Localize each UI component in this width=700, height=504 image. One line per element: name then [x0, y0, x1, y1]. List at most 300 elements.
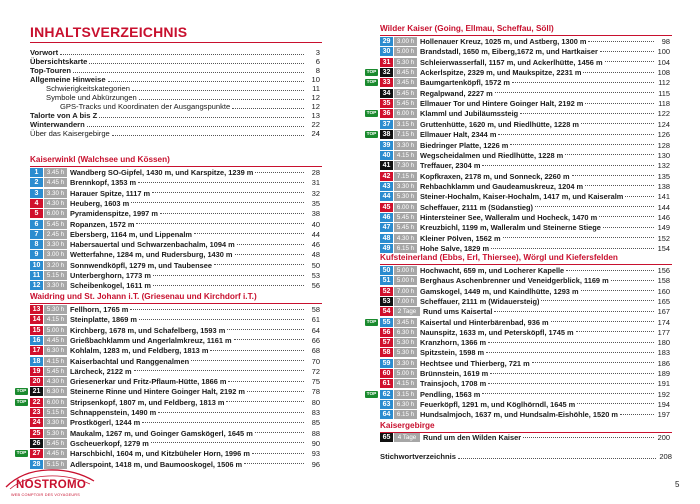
tour-row[interactable]	[380, 213, 670, 222]
tour-duration: 5.15 h	[44, 460, 67, 469]
tour-duration: 5.30 h	[394, 338, 417, 347]
tour-page: 98	[661, 37, 670, 46]
tour-duration: 6.30 h	[394, 328, 417, 337]
toc-entry[interactable]	[30, 111, 320, 120]
tour-row[interactable]	[30, 178, 320, 187]
tour-row[interactable]	[380, 244, 670, 253]
tour-duration: 5.00 h	[394, 369, 417, 378]
tour-row[interactable]	[380, 37, 670, 46]
tour-number: 14	[30, 315, 43, 324]
tour-row[interactable]	[380, 379, 670, 388]
toc-entry-page: 12	[311, 93, 320, 102]
section-heading-kaiserwinkl: Kaiserwinkl (Walchsee und Kössen)	[30, 155, 170, 164]
tour-number: 19	[30, 367, 43, 376]
index-entry-label: Stichwortverzeichnis	[380, 452, 456, 461]
top-tour-badge: TOP	[16, 399, 27, 405]
tour-name: Gscheuerkopf, 1279 m	[70, 438, 149, 448]
tour-duration: 5.45 h	[44, 439, 67, 448]
tour-duration: 3.30 h	[44, 281, 67, 290]
tour-duration: 5.45 h	[44, 367, 67, 376]
tour-row[interactable]	[380, 151, 670, 160]
tour-row[interactable]	[30, 209, 320, 218]
tour-page: 90	[311, 438, 320, 448]
tour-page: 183	[657, 348, 670, 358]
tour-duration: 7.00 h	[394, 287, 417, 296]
dot-leader	[532, 361, 654, 363]
tour-page: 132	[657, 161, 670, 171]
tour-row[interactable]	[30, 315, 320, 324]
dot-leader	[227, 328, 304, 330]
tour-page: 108	[657, 68, 670, 78]
tour-row[interactable]	[380, 276, 670, 285]
tour-page: 124	[657, 119, 670, 129]
tour-number: 58	[380, 348, 393, 357]
tour-row[interactable]	[380, 68, 670, 77]
tour-row[interactable]	[30, 189, 320, 198]
toc-entry[interactable]	[30, 120, 320, 129]
dot-leader	[139, 98, 304, 100]
tour-row[interactable]	[30, 429, 320, 438]
tour-duration: 5.00 h	[394, 266, 417, 275]
tour-page: 154	[657, 244, 670, 253]
tour-name: Scheffauer, 2111 m (Widauersteig)	[420, 296, 540, 306]
dot-leader	[581, 122, 654, 124]
tour-number: 11	[30, 271, 43, 280]
tour-name: Ellmauer Tor und Hintere Goinger Halt, 2192 m	[420, 99, 584, 109]
top-tour-badge: TOP	[16, 389, 27, 395]
toc-entry-label: Winterwandern	[30, 120, 85, 129]
tour-number: 42	[380, 172, 393, 181]
tour-page: 158	[657, 276, 670, 286]
tour-duration: 6.00 h	[394, 109, 417, 118]
tour-row[interactable]	[30, 281, 320, 290]
dot-leader	[541, 299, 654, 301]
tour-row[interactable]	[380, 338, 670, 347]
tour-duration: 4.30 h	[394, 234, 417, 243]
tour-number: 16	[30, 336, 43, 345]
tour-page: 180	[657, 338, 670, 348]
tour-number: 59	[380, 359, 393, 368]
tour-number: 55	[380, 318, 393, 327]
tour-duration: 7.15 h	[394, 172, 417, 181]
tour-number: 30	[380, 47, 393, 56]
tour-number: 34	[380, 89, 393, 98]
tour-name: Scheibenkogel, 1611 m	[70, 281, 151, 291]
tour-name: Schnappenstein, 1490 m	[70, 408, 157, 417]
dot-leader	[498, 133, 654, 135]
tour-duration: 3.45 h	[44, 168, 67, 177]
tour-duration: 3.30 h	[394, 359, 417, 368]
tour-name: Pyramidenspitze, 1997 m	[70, 209, 158, 219]
tour-page: 115	[658, 88, 670, 98]
tour-duration: 6.15 h	[394, 410, 417, 419]
dot-leader	[73, 71, 304, 73]
tour-duration: 3.30 h	[394, 141, 417, 150]
tour-page: 40	[311, 219, 320, 229]
tour-name: Kopfkraxen, 2178 m, und Sonneck, 2260 m	[420, 171, 570, 181]
tour-number: 7	[30, 230, 43, 239]
dot-leader	[255, 171, 304, 173]
tour-name: Ellmauer Halt, 2344 m	[420, 130, 497, 140]
tour-page: 167	[657, 307, 670, 317]
tour-number: 45	[380, 203, 393, 212]
tour-row[interactable]	[380, 99, 670, 108]
tour-row[interactable]	[380, 348, 670, 357]
tour-duration: 2.45 h	[44, 230, 67, 239]
tour-page: 56	[311, 281, 320, 291]
tour-name: Klamml und Jubiläumssteig	[420, 109, 519, 119]
tour-row[interactable]	[380, 400, 670, 409]
tour-name: Rehbachklamm und Gaudeamuskreuz, 1204 m	[420, 181, 584, 191]
tour-name: Kaisertal und Hinterbärenbad, 936 m	[420, 317, 549, 327]
tour-page: 141	[657, 192, 670, 202]
dot-leader	[491, 247, 654, 249]
tour-duration: 5.45 h	[394, 89, 417, 98]
dot-leader	[482, 164, 654, 166]
top-tour-badge: TOP	[366, 111, 377, 117]
tour-page: 174	[657, 317, 670, 327]
section-heading-kaisergebirge: Kaisergebirge	[380, 421, 435, 430]
tour-name: Rund um den Wilden Kaiser	[423, 433, 522, 442]
tour-row[interactable]	[30, 408, 320, 417]
tour-number: 47	[380, 223, 393, 232]
tour-row[interactable]	[380, 203, 670, 212]
tour-row[interactable]	[380, 307, 670, 316]
dot-leader	[585, 184, 654, 186]
tour-name: Steiner-Hochalm, Kaiser-Hochalm, 1417 m, und Kaiseralm	[420, 192, 624, 202]
dot-leader	[510, 143, 654, 145]
tour-row[interactable]	[380, 297, 670, 306]
tour-duration: 4.45 h	[44, 336, 67, 345]
tour-name: Schleierwasserfall, 1157 m, und Ackerlhütte, 1456 m	[420, 57, 603, 67]
tour-number: 3	[30, 189, 43, 198]
tour-number: 9	[30, 250, 43, 259]
tour-page: 191	[657, 379, 670, 389]
tour-page: 38	[311, 209, 320, 219]
dot-leader	[214, 263, 304, 265]
tour-name: Berghaus Aschenbrenner und Veneidgerblick, 1169 m	[420, 276, 609, 286]
tour-duration: 5.30 h	[394, 192, 417, 201]
tour-duration: 3.30 h	[44, 189, 67, 198]
section-heading-wilder-kaiser: Wilder Kaiser (Going, Ellmau, Scheffau, Söll)	[380, 24, 554, 33]
tour-name: Kleiner Pölven, 1562 m	[420, 233, 501, 243]
tour-row[interactable]	[30, 220, 320, 229]
tour-name: Habersauertal und Schwarzenbachalm, 1094 m	[70, 240, 235, 250]
tour-row[interactable]	[30, 377, 320, 386]
tour-name: Treffauer, 2304 m	[420, 161, 481, 171]
tour-row[interactable]	[380, 266, 670, 275]
tour-number: 18	[30, 357, 43, 366]
dot-leader	[160, 212, 304, 214]
tour-row[interactable]	[380, 328, 670, 337]
tour-number: 65	[380, 433, 393, 442]
tour-number: 39	[380, 141, 393, 150]
tour-page: 50	[311, 260, 320, 270]
tour-duration: 3.45 h	[394, 78, 417, 87]
page-number: 5	[675, 480, 680, 489]
tour-row[interactable]	[380, 234, 670, 243]
dot-leader	[151, 441, 304, 443]
tour-page: 200	[657, 433, 670, 442]
tour-row[interactable]	[380, 223, 670, 232]
toc-entry[interactable]	[30, 129, 320, 138]
tour-duration: 3.30 h	[44, 418, 67, 427]
tour-name: Gruttenhütte, 1620 m, und Riedlhütte, 1228 m	[420, 119, 579, 129]
tour-page: 156	[657, 266, 670, 275]
tour-duration: 4.15 h	[394, 379, 417, 388]
tour-duration: 6.30 h	[44, 346, 67, 355]
tour-page: 194	[657, 399, 670, 409]
toc-entry-label: Allgemeine Hinweise	[30, 75, 106, 84]
page-title: INHALTSVERZEICHNIS	[30, 24, 188, 40]
toc-entry[interactable]	[46, 84, 320, 93]
tour-number: 43	[380, 182, 393, 191]
tour-number: 27	[30, 449, 43, 458]
dot-leader	[142, 421, 304, 423]
tour-name: Hohe Salve, 1829 m	[420, 244, 490, 253]
tour-row[interactable]	[30, 346, 320, 355]
tour-row[interactable]	[380, 359, 670, 368]
tour-number: 26	[30, 439, 43, 448]
dot-leader	[576, 330, 654, 332]
tour-number: 44	[380, 192, 393, 201]
tour-row[interactable]	[30, 199, 320, 208]
tour-row[interactable]	[30, 168, 320, 177]
tour-name: Lärcheck, 2122 m	[70, 366, 132, 376]
tour-name: Rund ums Kaisertal	[423, 307, 493, 317]
tour-row[interactable]	[30, 305, 320, 314]
tour-row[interactable]	[380, 410, 670, 419]
dot-leader	[255, 431, 304, 433]
tour-row[interactable]	[380, 287, 670, 296]
tour-duration: 3.15 h	[394, 120, 417, 129]
tour-row[interactable]	[30, 367, 320, 376]
tour-row[interactable]	[380, 192, 670, 201]
dot-leader	[232, 107, 304, 109]
tour-row[interactable]	[380, 120, 670, 129]
dot-leader	[130, 308, 304, 310]
tour-name: Hintersteiner See, Walleralm und Hocheck, 1470 m	[420, 212, 598, 222]
tour-row[interactable]	[30, 387, 320, 396]
dot-leader	[565, 153, 654, 155]
tour-name: Gamskogel, 1449 m, und Kaindlhütte, 1293 m	[420, 286, 579, 296]
tour-row[interactable]	[380, 130, 670, 139]
tour-row[interactable]	[380, 89, 670, 98]
tour-number: 2	[30, 178, 43, 187]
tour-duration: 3.20 h	[44, 261, 67, 270]
tour-page: 61	[311, 315, 320, 325]
tour-number: 38	[380, 130, 393, 139]
dot-leader	[535, 205, 654, 207]
dot-leader	[605, 60, 654, 62]
dot-leader	[599, 215, 654, 217]
tour-duration: 4.15 h	[44, 315, 67, 324]
tour-page: 165	[657, 296, 670, 306]
tour-duration: 5.15 h	[44, 408, 67, 417]
tour-page: 53	[311, 271, 320, 280]
tour-row[interactable]	[380, 161, 670, 170]
tour-number: 10	[30, 261, 43, 270]
top-tour-badge: TOP	[366, 391, 377, 397]
toc-entry[interactable]	[60, 102, 320, 111]
toc-entry-label: Top-Touren	[30, 66, 72, 75]
dot-leader	[458, 457, 656, 459]
tour-row[interactable]	[380, 109, 670, 118]
tour-name: Steinplatte, 1869 m	[70, 315, 137, 325]
top-tour-badge: TOP	[366, 80, 377, 86]
logo-tagline: WEB COMPTOIR DES VOYAGEURS	[11, 493, 80, 497]
dot-leader	[99, 116, 304, 118]
dot-leader	[191, 359, 304, 361]
tour-duration: 5.30 h	[44, 305, 67, 314]
tour-name: Unterberghorn, 1773 m	[70, 271, 151, 280]
tour-duration: 4.30 h	[44, 199, 67, 208]
tour-row[interactable]	[30, 418, 320, 427]
tour-page: 160	[657, 286, 670, 296]
tour-number: 49	[380, 244, 393, 253]
dot-leader	[551, 320, 654, 322]
tour-page: 144	[657, 202, 670, 212]
tour-page: 64	[311, 325, 320, 335]
tour-row[interactable]	[30, 449, 320, 458]
tour-number: 41	[380, 161, 393, 170]
tour-row[interactable]	[380, 141, 670, 150]
toc-entry-page: 10	[311, 75, 320, 84]
dot-leader	[136, 222, 304, 224]
tour-row[interactable]	[30, 336, 320, 345]
tour-row[interactable]	[380, 433, 670, 442]
tour-name: Kohlalm, 1283 m, und Feldberg, 1813 m	[70, 346, 209, 356]
tour-name: Spitzstein, 1598 m	[420, 348, 485, 358]
tour-row[interactable]	[380, 78, 670, 87]
nostromo-logo	[2, 467, 102, 499]
dot-leader	[234, 338, 304, 340]
tour-page: 28	[311, 168, 320, 177]
tour-page: 146	[657, 212, 670, 222]
tour-duration: 4.15 h	[44, 357, 67, 366]
tour-name: Scheffauer, 2111 m (Südanstieg)	[420, 202, 533, 212]
tour-duration: 6.30 h	[44, 387, 67, 396]
tour-duration: 5.00 h	[394, 276, 417, 285]
tour-row[interactable]	[30, 230, 320, 239]
tour-row[interactable]	[380, 182, 670, 191]
tour-page: 192	[657, 389, 670, 399]
dot-leader	[583, 71, 654, 73]
tour-number: 61	[380, 379, 393, 388]
tour-name: Brennkopf, 1353 m	[70, 178, 137, 188]
toc-entry-page: 13	[311, 111, 320, 120]
dot-leader	[588, 40, 654, 42]
tour-page: 68	[311, 346, 320, 356]
tour-row[interactable]	[30, 326, 320, 335]
index-entry[interactable]	[380, 452, 672, 461]
tour-number: 48	[380, 234, 393, 243]
toc-entry[interactable]	[30, 75, 320, 84]
dot-leader	[611, 279, 654, 281]
dot-leader	[512, 81, 654, 83]
toc-entry-page: 22	[311, 120, 320, 129]
tour-name: Kranzhorn, 1366 m	[420, 338, 487, 348]
tour-number: 53	[380, 297, 393, 306]
toc-entry[interactable]	[30, 66, 320, 75]
tour-duration: 5.45 h	[394, 99, 417, 108]
dot-leader	[108, 80, 304, 82]
tour-row[interactable]	[380, 390, 670, 399]
dot-leader	[488, 341, 654, 343]
tour-row[interactable]	[30, 261, 320, 270]
tour-row[interactable]	[30, 357, 320, 366]
tour-duration: 3.30 h	[394, 182, 417, 191]
tour-duration: 4.15 h	[394, 151, 417, 160]
tour-name: Prostkögerl, 1244 m	[70, 418, 141, 428]
tour-row[interactable]	[30, 250, 320, 259]
tour-name: Grießbachklamm und Angerlalmkreuz, 1161 m	[70, 335, 232, 345]
tour-page: 135	[657, 171, 670, 181]
tour-name: Trainsjoch, 1708 m	[420, 379, 487, 389]
tour-duration: 5.30 h	[394, 348, 417, 357]
tour-row[interactable]	[380, 172, 670, 181]
tour-page: 35	[311, 198, 320, 208]
tour-page: 112	[658, 78, 670, 88]
tour-page: 46	[311, 240, 320, 250]
tour-number: 57	[380, 338, 393, 347]
tour-name: Wetterfahne, 1284 m, und Rudersburg, 1430 m	[70, 250, 233, 260]
tour-row[interactable]	[380, 318, 670, 327]
dot-leader	[581, 289, 654, 291]
dot-leader	[482, 392, 654, 394]
tour-number: 23	[30, 408, 43, 417]
logo-name: NOSTROMO	[16, 479, 87, 491]
tour-row[interactable]	[380, 47, 670, 56]
section-rule	[380, 35, 672, 36]
tour-name: Naunspitz, 1633 m, und Petersköpfl, 1745 m	[420, 327, 574, 337]
tour-name: Kirchberg, 1678 m, und Schafelberg, 1593 m	[70, 325, 226, 335]
dot-leader	[600, 50, 654, 52]
top-tour-badge: TOP	[366, 132, 377, 138]
toc-entry[interactable]	[30, 48, 320, 57]
tour-page: 83	[311, 408, 320, 417]
tour-row[interactable]	[380, 58, 670, 67]
tour-number: 20	[30, 377, 43, 386]
tour-duration: 5.45 h	[394, 223, 417, 232]
tour-number: 52	[380, 287, 393, 296]
tour-number: 60	[380, 369, 393, 378]
tour-page: 72	[311, 366, 320, 376]
tour-row[interactable]	[30, 398, 320, 407]
tour-page: 189	[657, 369, 670, 378]
tour-name: Wegscheidalmen und Riedlhütte, 1228 m	[420, 150, 564, 160]
toc-entry-label: Übersichtskarte	[30, 57, 88, 66]
tour-duration: 6.15 h	[394, 244, 417, 253]
tour-row[interactable]	[30, 240, 320, 249]
dot-leader	[235, 253, 304, 255]
tour-number: 24	[30, 418, 43, 427]
toc-entry[interactable]	[46, 93, 320, 102]
toc-entry-label: GPS-Tracks und Koordinaten der Ausgangspunkte	[60, 102, 231, 111]
tour-name: Hechtsee und Thierberg, 721 m	[420, 358, 530, 368]
toc-entry[interactable]	[30, 57, 320, 66]
tour-row[interactable]	[380, 369, 670, 378]
tour-duration: 5.30 h	[44, 429, 67, 438]
tour-page: 186	[657, 358, 670, 368]
tour-row[interactable]	[30, 439, 320, 448]
tour-page: 122	[657, 109, 670, 119]
tour-duration: 7.30 h	[394, 161, 417, 170]
dot-leader	[194, 232, 304, 234]
tour-page: 31	[311, 178, 320, 188]
tour-page: 149	[657, 223, 670, 233]
tour-row[interactable]	[30, 271, 320, 280]
